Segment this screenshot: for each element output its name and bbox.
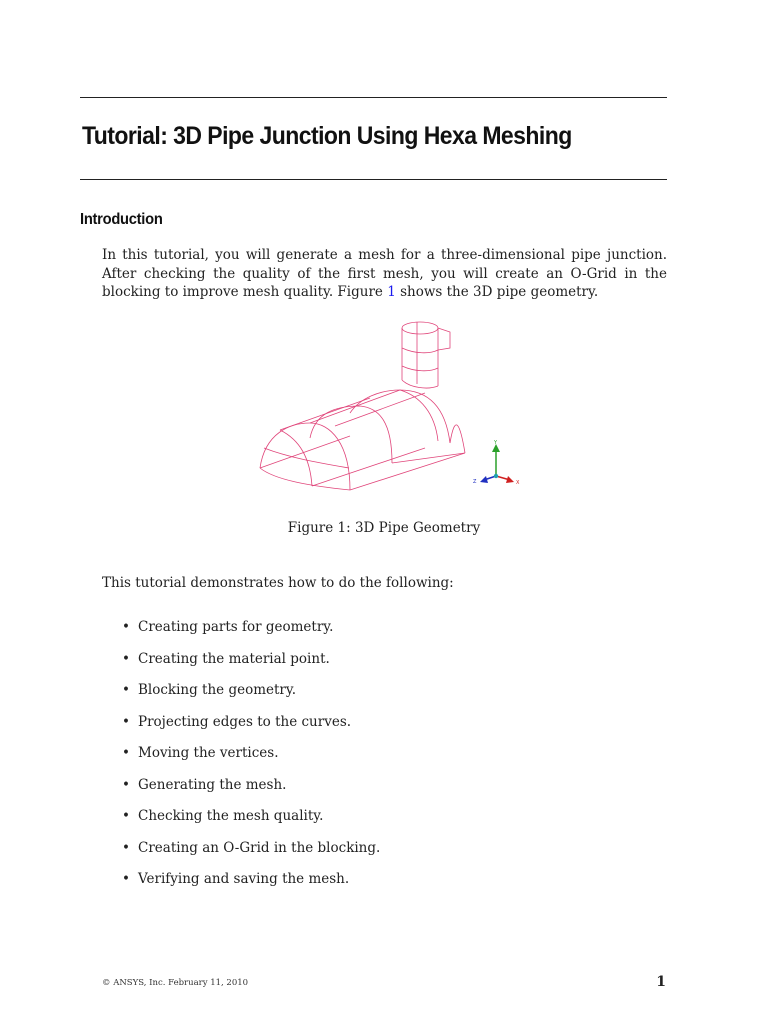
step-label: Blocking the geometry.	[138, 682, 297, 698]
bullet: •	[122, 840, 130, 856]
bullet: •	[122, 871, 130, 887]
list-item	[122, 777, 286, 793]
bullet: •	[122, 651, 130, 667]
list-item	[122, 619, 333, 635]
step-label: Creating the material point.	[138, 651, 330, 667]
intro-paragraph	[102, 246, 667, 302]
section-heading-introduction: Introduction	[80, 211, 163, 228]
step-label: Creating parts for geometry.	[138, 619, 334, 635]
step-label: Creating an O-Grid in the blocking.	[138, 840, 381, 856]
step-label: Verifying and saving the mesh.	[138, 871, 350, 887]
list-item	[122, 871, 349, 887]
bullet: •	[122, 745, 130, 761]
list-item	[122, 714, 351, 730]
page-number: 1	[656, 974, 666, 990]
bullet: •	[122, 682, 130, 698]
page-title: Tutorial: 3D Pipe Junction Using Hexa Meshing	[82, 122, 572, 150]
bullet: •	[122, 714, 130, 730]
list-intro: This tutorial demonstrates how to do the following:	[102, 575, 454, 591]
list-item	[122, 651, 330, 667]
pipe-geometry-drawing	[250, 318, 530, 508]
list-item	[122, 808, 323, 824]
pipe-wireframe	[260, 322, 465, 490]
step-label: Generating the mesh.	[138, 777, 287, 793]
bullet: •	[122, 619, 130, 635]
intro-text-end: shows the 3D pipe geometry.	[395, 284, 599, 300]
top-rule	[80, 97, 667, 98]
footer-copyright: © ANSYS, Inc. February 11, 2010	[102, 978, 249, 988]
title-rule	[80, 179, 667, 180]
step-label: Moving the vertices.	[138, 745, 279, 761]
axis-triad	[473, 440, 520, 486]
x-axis-label: X	[516, 480, 520, 486]
y-axis-label: Y	[494, 440, 498, 446]
list-item	[122, 840, 380, 856]
z-axis-label: Z	[473, 479, 477, 485]
step-label: Checking the mesh quality.	[138, 808, 324, 824]
figure-reference-link[interactable]: 1	[387, 284, 396, 300]
list-item	[122, 682, 296, 698]
list-item	[122, 745, 279, 761]
pipe-geometry-figure	[250, 318, 530, 508]
intro-text-start: In this tutorial, you will generate a mesh for a three-dimensional pipe junction. After checking the quality of the first mesh, you will create an O-Grid in the blocking to improve mesh quality. Figure	[102, 247, 667, 300]
bullet: •	[122, 808, 130, 824]
step-label: Projecting edges to the curves.	[138, 714, 352, 730]
figure-caption: Figure 1: 3D Pipe Geometry	[287, 520, 481, 536]
bullet: •	[122, 777, 130, 793]
